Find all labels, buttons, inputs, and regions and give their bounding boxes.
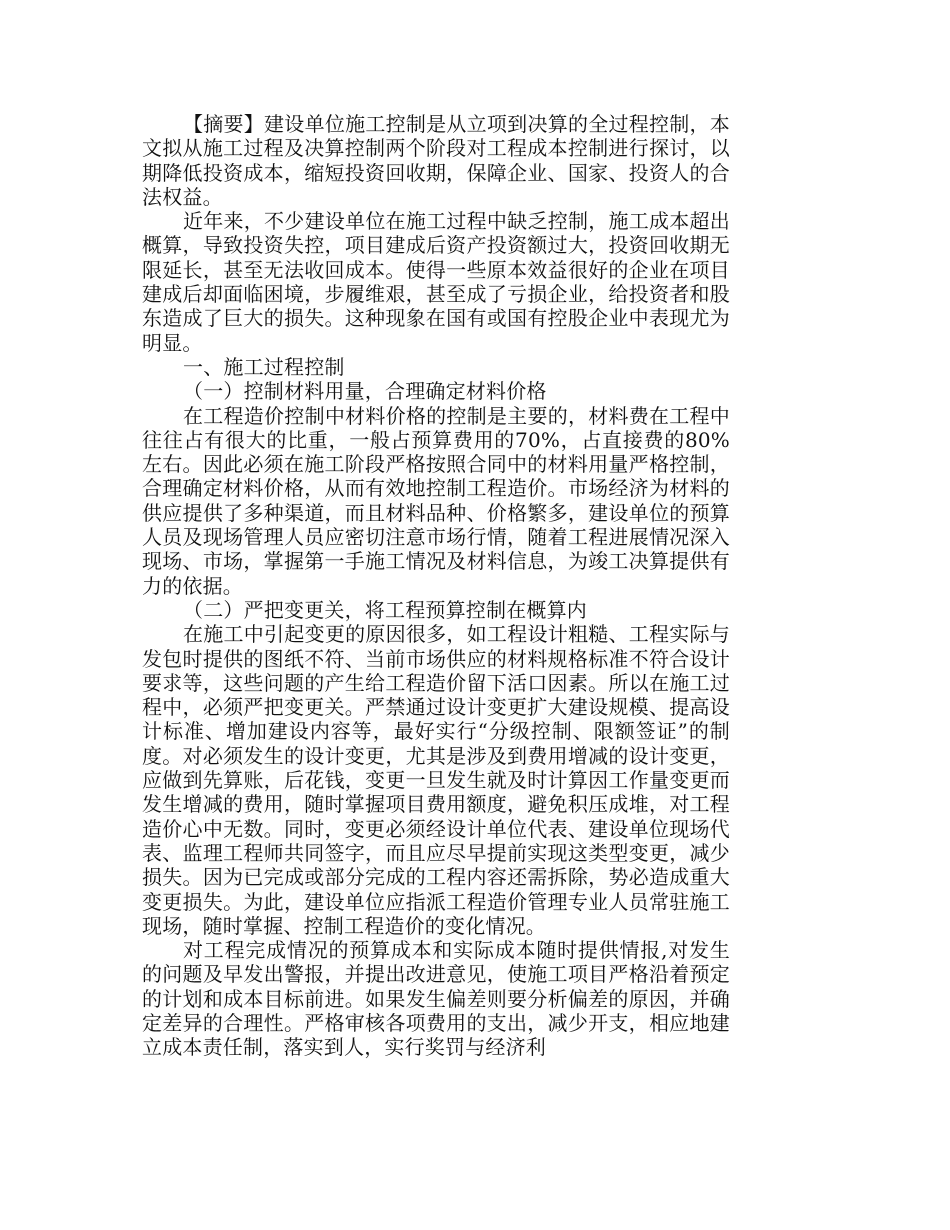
subsection-heading-1: （一）控制材料用量，合理确定材料价格 (183, 379, 547, 404)
intro-paragraph: 近年来，不少建设单位在施工过程中缺乏控制，施工成本超出概算，导致投资失控，项目建成后资产投资额过大，投资回收期无限延长，甚至无法收回成本。使得一些原本效益很好的企业在项目建成后却面临困境，步履维艰，甚至成了亏损企业，给投资者和股东造成了巨大的损失。这种现象在国有或国有控股企业中表现尤为明显。 (142, 209, 730, 355)
abstract-paragraph: 【摘要】建设单位施工控制是从立项到决算的全过程控制，本文拟从施工过程及决算控制两个阶段对工程成本控制进行探讨，以期降低投资成本，缩短投资回收期，保障企业、国家、投资人的合法权益。 (142, 112, 730, 209)
section-heading-1: 一、施工过程控制 (183, 354, 345, 379)
change-paragraph: 在施工中引起变更的原因很多，如工程设计粗糙、工程实际与发包时提供的图纸不符、当前市场供应的材料规格标准不符合设计要求等，这些问题的产生给工程造价留下活口因素。所以在施工过程中，必须严把变更关。严禁通过设计变更扩大建设规模、提高设计标准、增加建设内容等，最好实行“分级控制、限额签证”的制度。对必须发生的设计变更，尤其是涉及到费用增减的设计变更，应做到先算账，后花钱，变更一旦发生就及时计算因工作量变更而发生增减的费用，随时掌握项目费用额度，避免积压成堆，对工程造价心中无数。同时，变更必须经设计单位代表、建设单位现场代表、监理工程师共同签字，而且应尽早提前实现这类型变更，减少损失。因为已完成或部分完成的工程内容还需拆除，势必造成重大变更损失。为此，建设单位应指派工程造价管理专业人员常驻施工现场，随时掌握、控制工程造价的变化情况。 (142, 622, 730, 938)
document-page (142, 112, 730, 1060)
material-paragraph: 在工程造价控制中材料价格的控制是主要的，材料费在工程中往往占有很大的比重，一般占预算费用的70%，占直接费的80%左右。因此必须在施工阶段严格按照合同中的材料用量严格控制，合理确定材料价格，从而有效地控制工程造价。市场经济为材料的供应提供了多种渠道，而且材料品种、价格繁多，建设单位的预算人员及现场管理人员应密切注意市场行情，随着工程进展情况深入现场、市场，掌握第一手施工情况及材料信息，为竣工决算提供有力的依据。 (142, 403, 730, 598)
cost-info-paragraph: 对工程完成情况的预算成本和实际成本随时提供情报,对发生的问题及早发出警报，并提出改进意见，使施工项目严格沿着预定的计划和成本目标前进。如果发生偏差则要分析偏差的原因，并确定差异的合理性。严格审核各项费用的支出，减少开支，相应地建立成本责任制，落实到人，实行奖罚与经济利 (142, 938, 730, 1060)
subsection-heading-2: （二）严把变更关，将工程预算控制在概算内 (183, 597, 587, 622)
